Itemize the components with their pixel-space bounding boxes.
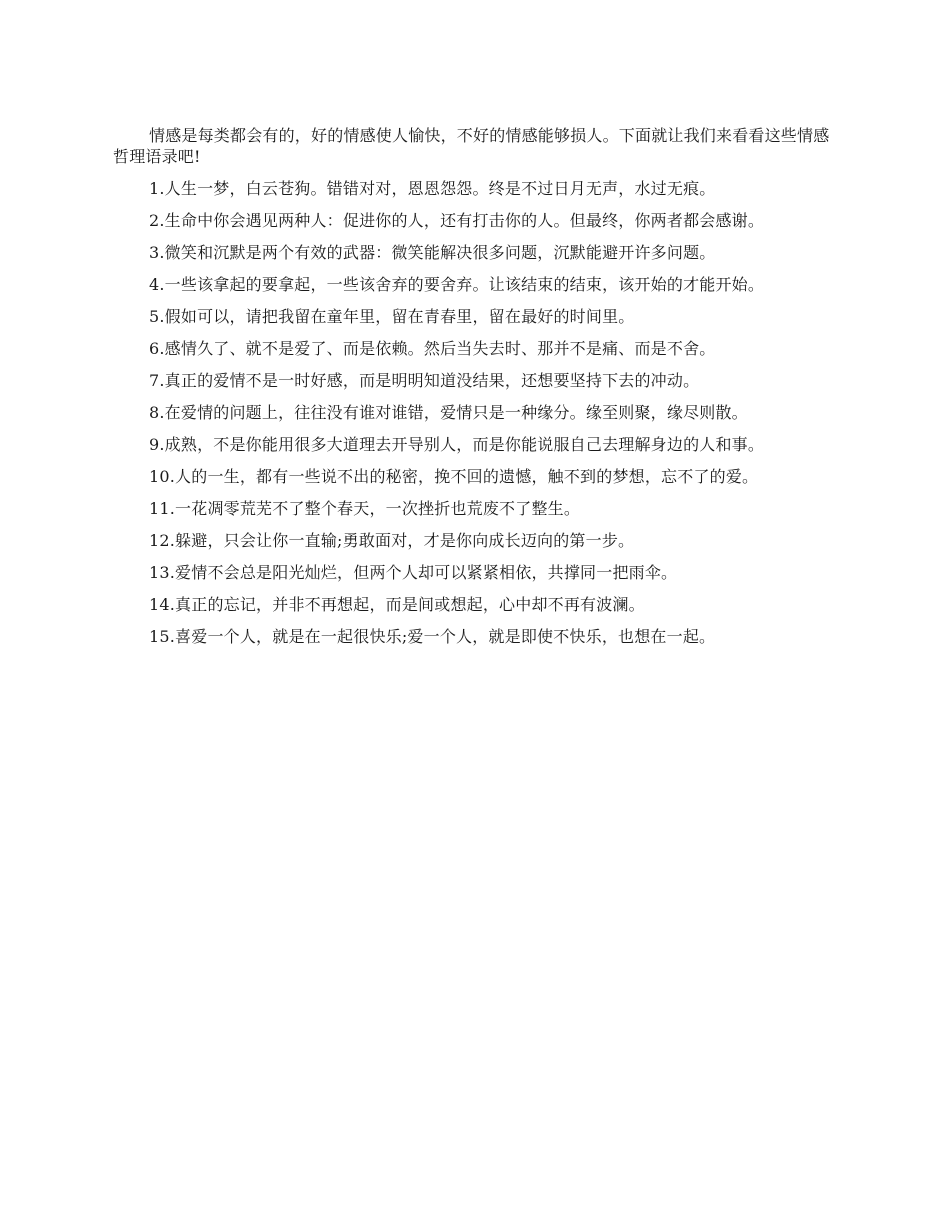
quote-paragraph: 15.喜爱一个人，就是在一起很快乐;爱一个人，就是即使不快乐，也想在一起。: [149, 627, 716, 646]
quote-paragraph: 4.一些该拿起的要拿起，一些该舍弃的要舍弃。让该结束的结束，该开始的才能开始。: [149, 275, 765, 294]
quote-paragraph: 13.爱情不会总是阳光灿烂，但两个人却可以紧紧相依，共撑同一把雨伞。: [149, 563, 678, 582]
quote-paragraph: 5.假如可以，请把我留在童年里，留在青春里，留在最好的时间里。: [149, 307, 635, 326]
quote-paragraph: 12.躲避，只会让你一直输;勇敢面对，才是你向成长迈向的第一步。: [149, 531, 635, 550]
quote-paragraph: 2.生命中你会遇见两种人：促进你的人，还有打击你的人。但最终，你两者都会感谢。: [149, 211, 765, 230]
quote-paragraph: 9.成熟，不是你能用很多大道理去开导别人，而是你能说服自己去理解身边的人和事。: [149, 435, 765, 454]
quote-paragraph: 3.微笑和沉默是两个有效的武器：微笑能解决很多问题，沉默能避开许多问题。: [149, 243, 716, 262]
quote-paragraph: 8.在爱情的问题上，往往没有谁对谁错，爱情只是一种缘分。缘至则聚，缘尽则散。: [149, 403, 748, 422]
quote-paragraph: 6.感情久了、就不是爱了、而是依赖。然后当失去时、那并不是痛、而是不舍。: [149, 339, 716, 358]
quote-paragraph: 14.真正的忘记，并非不再想起，而是间或想起，心中却不再有波澜。: [149, 595, 645, 614]
document-page: [113, 125, 838, 658]
quote-paragraph: 11.一花凋零荒芜不了整个春天，一次挫折也荒废不了整生。: [149, 499, 581, 518]
quote-paragraph: 10.人的一生，都有一些说不出的秘密，挽不回的遗憾，触不到的梦想，忘不了的爱。: [149, 467, 759, 486]
quote-paragraph: 1.人生一梦，白云苍狗。错错对对，恩恩怨怨。终是不过日月无声，水过无痕。: [149, 179, 716, 198]
quote-paragraph: 7.真正的爱情不是一时好感，而是明明知道没结果，还想要坚持下去的冲动。: [149, 371, 700, 390]
intro-paragraph: 情感是每类都会有的，好的情感使人愉快，不好的情感能够损人。下面就让我们来看看这些情感哲理语录吧!: [113, 126, 830, 166]
